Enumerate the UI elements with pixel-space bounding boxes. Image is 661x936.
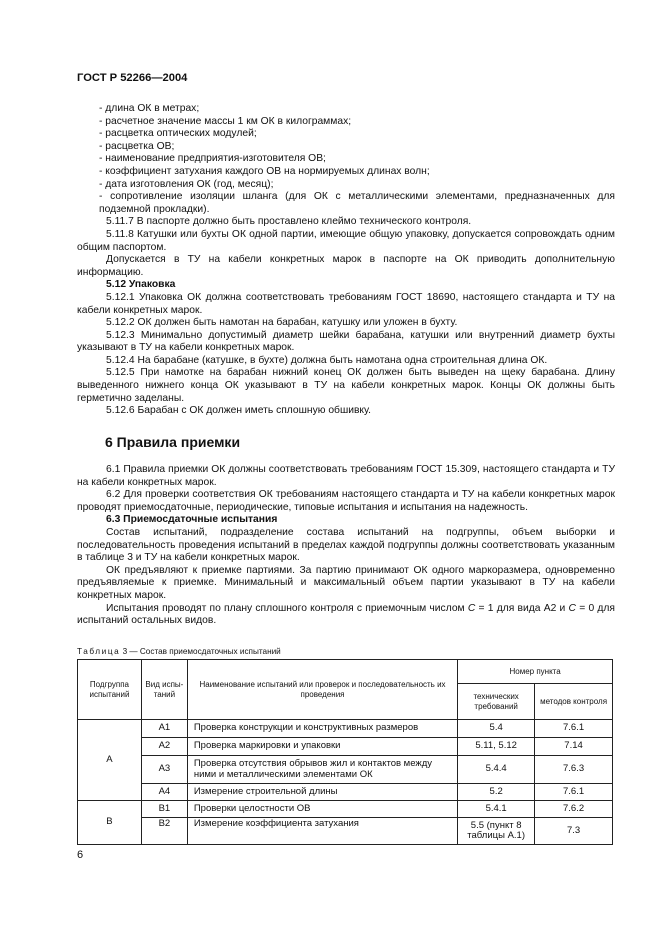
- method-cell: 7.14: [535, 738, 613, 756]
- document-header: ГОСТ Р 52266—2004: [77, 72, 188, 84]
- name-cell: Проверка маркировки и упаковки: [187, 738, 457, 756]
- list-item: - наименование предприятия-изготовителя ОВ;: [99, 153, 326, 165]
- method-cell: 7.3: [535, 818, 613, 845]
- list-item: - расчетное значение массы 1 км ОК в килограммах;: [99, 115, 352, 127]
- paragraph-5-12-4: 5.12.4 На барабане (катушке, в бухте) должна быть намотана одна строительная длина ОК.: [106, 354, 548, 366]
- col-header-tech: технических требований: [458, 684, 535, 720]
- tech-cell: 5.4.4: [458, 756, 535, 784]
- type-cell: А3: [141, 756, 187, 784]
- heading-6-3: 6.3 Приемосдаточные испытания: [106, 514, 278, 526]
- table-row: [78, 784, 613, 801]
- tech-cell: 5.4.1: [458, 801, 535, 818]
- type-cell: А2: [141, 738, 187, 756]
- passport-info-list: [77, 103, 615, 418]
- name-cell: Проверка отсутствия обрывов жил и контактов между ними и металлическими элементами ОК: [187, 756, 457, 784]
- type-cell: В2: [141, 818, 187, 845]
- table-row: [78, 801, 613, 818]
- name-cell: Проверки целостности ОВ: [187, 801, 457, 818]
- paragraph-6-3-composition: Состав испытаний, подразделение состава испытаний на подгруппы, объем выборки и последовательность проведения испытаний в пределах каждой подгруппы должны соответствовать указанным в таблице 3 и ТУ на кабели конкретных марок.: [77, 526, 615, 564]
- paragraph-5-12-6: 5.12.6 Барабан с ОК должен иметь сплошную обшивку.: [106, 405, 372, 417]
- method-cell: 7.6.1: [535, 784, 613, 801]
- name-cell: Измерение коэффициента затухания: [187, 818, 457, 845]
- list-item: - расцветка оптических модулей;: [99, 128, 257, 140]
- paragraph-6-2: 6.2 Для проверки соответствия ОК требованиям настоящего стандарта и ТУ на кабели конкретных марок проводят приемосдаточные, периодические, типовые испытания и испытания на надежность.: [77, 489, 615, 513]
- tech-cell: 5.11, 5.12: [458, 738, 535, 756]
- col-header-type: Вид испы-таний: [141, 660, 187, 720]
- paragraph-6-3-plan: Испытания проводят по плану сплошного контроля с приемочным числом C = 1 для вида А2 и C = 0 для испытаний остальных видов.: [77, 602, 615, 627]
- paragraph-6-1: 6.1 Правила приемки ОК должны соответствовать требованиям ГОСТ 15.309, настоящего стандарта и ТУ на кабели конкретных марок.: [77, 464, 615, 488]
- group-cell: В: [78, 801, 142, 845]
- heading-5-12: 5.12 Упаковка: [106, 279, 176, 291]
- method-cell: 7.6.1: [535, 720, 613, 738]
- method-cell: 7.6.2: [535, 801, 613, 818]
- method-cell: 7.6.3: [535, 756, 613, 784]
- acceptance-tests-table: [77, 659, 613, 845]
- paragraph-5-11-7: 5.11.7 В паспорте должно быть проставлено клеймо технического контроля.: [106, 216, 472, 228]
- paragraph-allowed: Допускается в ТУ на кабели конкретных марок в паспорте на ОК приводить дополнительную информацию.: [77, 254, 615, 278]
- page-number: 6: [77, 849, 84, 861]
- group-cell: А: [78, 720, 142, 801]
- tech-cell: 5.4: [458, 720, 535, 738]
- name-cell: Проверка конструкции и конструктивных размеров: [187, 720, 457, 738]
- type-cell: А4: [141, 784, 187, 801]
- paragraph-5-12-1: 5.12.1 Упаковка ОК должна соответствовать требованиям ГОСТ 18690, настоящего стандарта и ТУ на кабели конкретных марок.: [77, 291, 615, 316]
- table-row: [78, 818, 613, 845]
- type-cell: В1: [141, 801, 187, 818]
- list-item: - расцветка ОВ;: [99, 140, 175, 152]
- tech-cell: 5.5 (пункт 8 таблицы А.1): [458, 818, 535, 845]
- type-cell: А1: [141, 720, 187, 738]
- table-row: [78, 720, 613, 738]
- paragraph-5-12-2: 5.12.2 ОК должен быть намотан на барабан, катушку или уложен в бухту.: [106, 317, 458, 329]
- list-item: - сопротивление изоляции шланга (для ОК с металлическими элементами, предназначенных для подземной прокладки).: [99, 191, 615, 215]
- col-header-number: Номер пункта: [458, 660, 613, 684]
- table-row: [78, 738, 613, 756]
- list-item: - коэффициент затухания каждого ОВ на нормируемых длинах волн;: [99, 165, 430, 177]
- list-item: - длина ОК в метрах;: [99, 103, 200, 114]
- col-header-group: Подгруппа испытаний: [78, 660, 142, 720]
- name-cell: Измерение строительной длины: [187, 784, 457, 801]
- paragraph-5-11-8: 5.11.8 Катушки или бухты ОК одной партии, имеющие общую упаковку, допускается сопровождать одним общим паспортом.: [77, 228, 615, 253]
- table-caption: Таблица 3 — Состав приемосдаточных испытаний: [77, 647, 281, 656]
- list-item: - дата изготовления ОК (год, месяц);: [99, 178, 274, 190]
- paragraph-5-12-5: 5.12.5 При намотке на барабан нижний конец ОК должен быть выведен на щеку барабана. Длину выведенного нижнего конца ОК указывают в ТУ на кабели конкретных марок. Концы ОК должны быть герметично заделаны.: [77, 367, 615, 404]
- paragraph-6-3-batches: ОК предъявляют к приемке партиями. За партию принимают ОК одного маркоразмера, одновременно предъявляемые к приемке. Минимальный и максимальный объем партии указывают в ТУ на кабели конкретных марок.: [77, 564, 615, 601]
- col-header-name: Наименование испытаний или проверок и последовательность их проведения: [187, 660, 457, 720]
- paragraph-5-12-3: 5.12.3 Минимально допустимый диаметр шейки барабана, катушки или внутренний диаметр бухты указывают в ТУ на кабели конкретных марок.: [77, 329, 615, 354]
- col-header-methods: методов контроля: [535, 684, 613, 720]
- table-row: [78, 756, 613, 784]
- tech-cell: 5.2: [458, 784, 535, 801]
- section-6-body: [77, 464, 615, 628]
- section-heading: 6 Правила приемки: [105, 434, 241, 450]
